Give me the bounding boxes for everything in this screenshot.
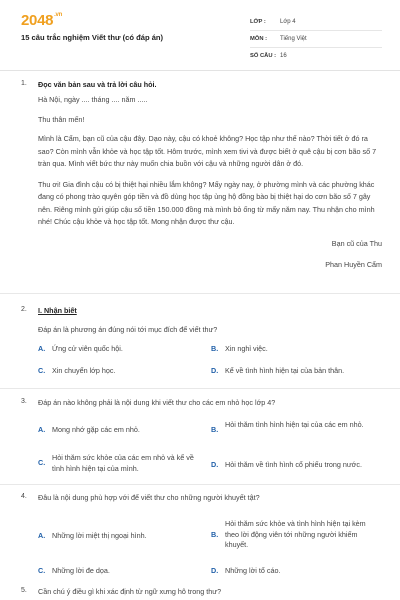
option-letter: B. (211, 530, 219, 539)
option-letter: C. (38, 566, 46, 575)
letter-closing: Bạn cũ của Thu (331, 238, 382, 248)
question-2 (21, 306, 382, 386)
meta-key: SỐ CÂU : (250, 53, 277, 59)
section-heading: I. Nhận biết (38, 306, 77, 315)
option-letter: C. (38, 366, 46, 375)
option-b[interactable] (211, 420, 381, 434)
page-title: 15 câu trắc nghiệm Viết thư (có đáp án) (21, 33, 164, 42)
option-c[interactable] (38, 453, 203, 474)
option-text: Xin nghỉ việc. (225, 344, 268, 353)
option-letter: B. (211, 425, 219, 434)
option-letter: D. (211, 366, 219, 375)
divider (0, 484, 400, 485)
option-text: Những lời đe dọa. (52, 566, 110, 575)
meta-row-grade (250, 14, 382, 31)
option-a[interactable] (38, 344, 123, 355)
option-c[interactable] (38, 566, 203, 577)
option-a[interactable] (38, 531, 203, 542)
option-text: Hỏi thăm tình hình hiện tại của các em nhỏ. (225, 420, 364, 429)
question-number: 4. (21, 493, 27, 500)
meta-value: Tiếng Việt (280, 36, 307, 42)
option-text: Mong nhớ gặp các em nhỏ. (52, 425, 140, 434)
letter-date-line: Hà Nội, ngày .... tháng .... năm ..... (38, 95, 148, 104)
divider (0, 388, 400, 389)
worksheet-header (0, 0, 400, 71)
meta-key: LỚP : (250, 19, 266, 25)
letter-paragraph-1: Mình là Cẩm, bạn cũ của cậu đây. Dạo này, cậu có khoẻ không? Học tập như thế nào? Thời tiết ở đó ra sao? Còn mình vẫn khỏe và học tập tốt. Hôm trước, mình xem tivi và được biết ở quê cậu bị cơn bão số 7 tràn qua. Mình viết bức thư này muốn chia buồn với cậu và những người dân ở đó. (38, 134, 377, 168)
question-number: 2. (21, 306, 27, 313)
option-text: Ứng cử viên quốc hội. (52, 344, 123, 353)
option-text: Những lời miệt thị ngoại hình. (52, 531, 147, 540)
option-letter: D. (211, 566, 219, 575)
option-c[interactable] (38, 366, 115, 377)
option-letter: A. (38, 344, 46, 353)
option-letter: A. (38, 531, 46, 540)
option-text: Hỏi thăm sức khỏe của các em nhỏ và kể về tình hình hiện tại của mình. (52, 453, 194, 473)
option-text: Hỏi thăm về tình hình cổ phiếu trong nước. (225, 460, 362, 469)
question-4 (21, 493, 382, 575)
option-text: Xin chuyển lớp học. (52, 366, 116, 375)
option-b[interactable] (211, 519, 381, 551)
site-logo[interactable] (21, 12, 62, 29)
option-text: Kể về tình hình hiện tại của bản thân. (225, 366, 345, 375)
meta-value: Lớp 4 (280, 19, 296, 25)
question-3 (21, 398, 382, 483)
letter-signature: Phan Huyền Cẩm (325, 260, 382, 269)
logo-text: 2048 (21, 12, 54, 29)
option-letter: A. (38, 425, 46, 434)
meta-table (250, 14, 382, 64)
question-prompt: Cần chú ý điều gì khi xác định từ ngữ xưng hô trong thư? (38, 587, 222, 596)
option-letter: B. (211, 344, 219, 353)
divider (0, 293, 400, 294)
letter-paragraph-2: Thu ơi! Gia đình cậu có bị thiệt hại nhiều lắm không? Mấy ngày nay, ở phường mình và các phường khác đang có phong trào quyên góp tiền và đồ dùng học tập ủng hộ đồng bào bị thiệt hại do cơn bão số 7 gây nên. Riêng mình gửi giúp cậu số tiền 150.000 đồng mà mình bỏ ống từ mấy năm nay. Thu nhận cho mình nhé! Chúc cậu khỏe và học tập tốt. Mong nhận được thư cậu. (38, 179, 375, 226)
option-text: Những lời tổ cáo. (225, 566, 281, 575)
option-d[interactable] (211, 460, 391, 471)
question-prompt: Đọc văn bản sau và trả lời câu hỏi. (38, 80, 157, 89)
question-number: 5. (21, 587, 27, 594)
option-b[interactable] (211, 344, 268, 355)
question-number: 1. (21, 80, 27, 87)
option-letter: C. (38, 458, 46, 467)
logo-suffix: .vn (54, 12, 62, 18)
meta-row-subject (250, 31, 382, 48)
letter-greeting: Thu thân mến! (38, 114, 85, 124)
question-prompt: Đâu là nội dung phù hợp với để viết thư cho những người khuyết tật? (38, 493, 260, 502)
meta-key: MÔN : (250, 36, 268, 42)
option-d[interactable] (211, 566, 381, 577)
question-number: 3. (21, 398, 27, 405)
option-d[interactable] (211, 366, 344, 377)
meta-row-count (250, 48, 382, 64)
question-prompt: Đáp án là phương án đúng nói tới mục đích để viết thư? (38, 325, 218, 334)
question-prompt: Đáp án nào không phải là nội dung khi viết thư cho các em nhỏ học lớp 4? (38, 398, 276, 407)
option-text: Hỏi thăm sức khỏe và tình hình hiện tại kèm theo lời động viên tới những người khiếm khuyết. (225, 519, 366, 549)
option-a[interactable] (38, 425, 203, 436)
option-letter: D. (211, 460, 219, 469)
meta-value: 16 (280, 53, 287, 59)
